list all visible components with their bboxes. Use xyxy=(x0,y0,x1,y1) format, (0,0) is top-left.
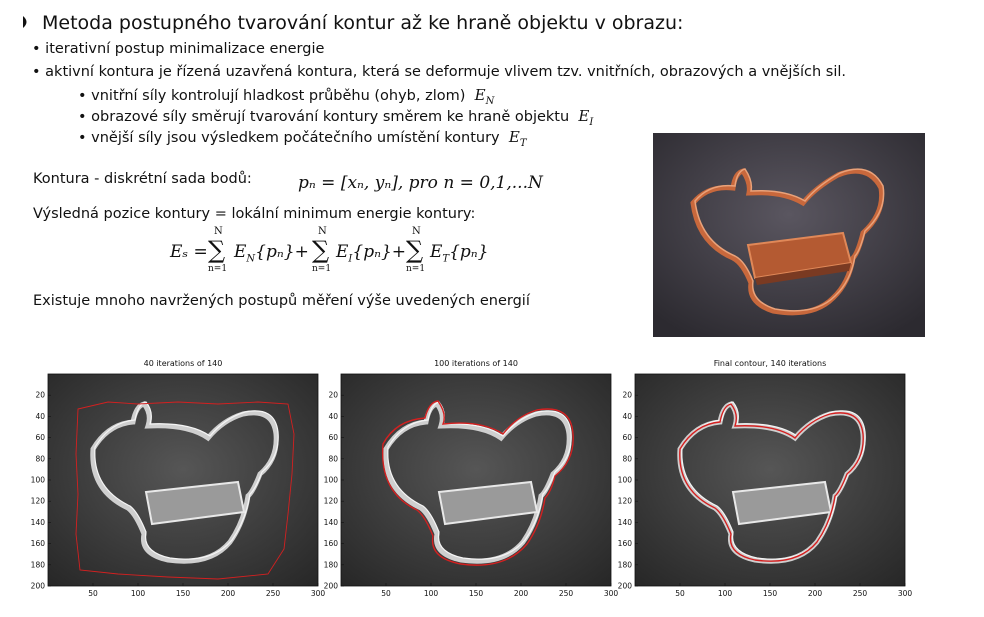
x-tick-label: 300 xyxy=(603,589,619,598)
y-tick-label: 160 xyxy=(30,539,45,549)
y-tick-label: 120 xyxy=(323,496,338,506)
x-tick-label: 200 xyxy=(513,589,529,598)
energy-term-2: $E_I\{p_n\}+$ xyxy=(336,242,407,265)
y-tick-label: 40 xyxy=(328,411,338,421)
y-tick-label: 140 xyxy=(323,517,338,527)
y-tick-label: 60 xyxy=(328,433,338,443)
x-tick-label: 300 xyxy=(897,589,913,598)
sum-top-1: N xyxy=(214,226,223,237)
contour-plots xyxy=(18,356,968,606)
plot-title-1: 40 iterations of 140 xyxy=(143,359,223,368)
bullet-2: • aktivní kontura je řízená uzavřená kontura, která se deformuje vlivem tzv. vnitřních, obrazových a vnějších sil. xyxy=(32,64,846,80)
x-tick-label: 150 xyxy=(468,589,484,598)
y-tick-label: 200 xyxy=(30,581,45,591)
plot-image-3 xyxy=(635,374,905,586)
y-tick-label: 20 xyxy=(35,390,45,400)
sum-top-2: N xyxy=(318,226,327,237)
plot-panel-1 xyxy=(31,359,326,598)
sum-sign-2: ∑ xyxy=(312,236,330,264)
sum-bottom-1: n=1 xyxy=(208,264,228,274)
y-tick-label: 120 xyxy=(30,496,45,506)
title-text: Metoda postupného tvarování kontur až ke hraně objektu v obrazu: xyxy=(42,12,684,34)
x-tick-label: 100 xyxy=(130,589,146,598)
y-tick-label: 200 xyxy=(617,581,632,591)
cookie-cutter-photo xyxy=(653,133,925,337)
contour-formula: pₙ = [xₙ, yₙ], pro n = 0,1,...N xyxy=(298,173,543,193)
y-tick-label: 160 xyxy=(323,539,338,549)
y-tick-label: 160 xyxy=(617,539,632,549)
energy-lhs: Eₛ = xyxy=(170,242,208,262)
y-tick-label: 40 xyxy=(622,411,632,421)
cookie-cutter-shape xyxy=(653,133,925,337)
x-tick-label: 200 xyxy=(807,589,823,598)
y-tick-label: 180 xyxy=(617,560,632,570)
contour-label: Kontura - diskrétní sada bodů: xyxy=(33,171,252,187)
y-tick-label: 100 xyxy=(617,475,632,485)
x-tick-label: 100 xyxy=(717,589,733,598)
x-tick-label: 50 xyxy=(381,589,391,598)
y-tick-label: 20 xyxy=(622,390,632,400)
y-tick-label: 120 xyxy=(617,496,632,506)
x-tick-label: 250 xyxy=(558,589,574,598)
plot-title-2: 100 iterations of 140 xyxy=(434,359,518,368)
sub-bullet-image: • obrazové síly směrují tvarování kontury směrem ke hraně objektu $E_I$ xyxy=(78,107,594,128)
y-tick-label: 60 xyxy=(622,433,632,443)
y-tick-label: 80 xyxy=(328,454,338,464)
footer-text: Existuje mnoho navržených postupů měření výše uvedených energií xyxy=(33,293,530,309)
y-tick-label: 140 xyxy=(30,517,45,527)
energy-term-1: $E_N\{p_n\}+$ xyxy=(234,242,309,265)
y-tick-label: 100 xyxy=(30,475,45,485)
x-tick-label: 100 xyxy=(423,589,439,598)
y-tick-label: 200 xyxy=(323,581,338,591)
x-tick-label: 250 xyxy=(852,589,868,598)
y-tick-label: 80 xyxy=(622,454,632,464)
plot-image-2 xyxy=(341,374,611,586)
plots-svg xyxy=(18,356,968,606)
result-label: Výsledná pozice kontury = lokální minimum energie kontury: xyxy=(33,206,476,222)
sum-sign-1: ∑ xyxy=(208,236,226,264)
y-tick-label: 180 xyxy=(30,560,45,570)
sum-bottom-2: n=1 xyxy=(312,264,332,274)
y-tick-label: 100 xyxy=(323,475,338,485)
bullet-1: • iterativní postup minimalizace energie xyxy=(32,41,325,57)
x-tick-label: 200 xyxy=(220,589,236,598)
x-tick-label: 300 xyxy=(310,589,326,598)
x-tick-label: 150 xyxy=(175,589,191,598)
x-tick-label: 250 xyxy=(265,589,281,598)
x-tick-label: 50 xyxy=(88,589,98,598)
sum-sign-3: ∑ xyxy=(406,236,424,264)
energy-formula xyxy=(170,226,500,282)
x-tick-label: 150 xyxy=(762,589,778,598)
y-tick-label: 180 xyxy=(323,560,338,570)
sub-bullet-internal: • vnitřní síly kontrolují hladkost průběhu (ohyb, zlom) $E_N$ xyxy=(78,86,495,107)
slide-title xyxy=(22,12,683,34)
y-tick-label: 40 xyxy=(35,411,45,421)
y-tick-label: 60 xyxy=(35,433,45,443)
sum-bottom-3: n=1 xyxy=(406,264,426,274)
sub-bullet-external: • vnější síly jsou výsledkem počátečního umístění kontury $E_T$ xyxy=(78,128,527,149)
plot-image-1 xyxy=(48,374,318,586)
x-tick-label: 50 xyxy=(675,589,685,598)
energy-term-3: $E_T\{p_n\}$ xyxy=(430,242,489,265)
sum-top-3: N xyxy=(412,226,421,237)
y-tick-label: 20 xyxy=(328,390,338,400)
plot-panel-3 xyxy=(618,359,913,598)
title-bullet-icon xyxy=(22,12,32,34)
plot-title-3: Final contour, 140 iterations xyxy=(713,359,827,368)
y-tick-label: 140 xyxy=(617,517,632,527)
y-tick-label: 80 xyxy=(35,454,45,464)
plot-panel-2 xyxy=(324,359,619,598)
